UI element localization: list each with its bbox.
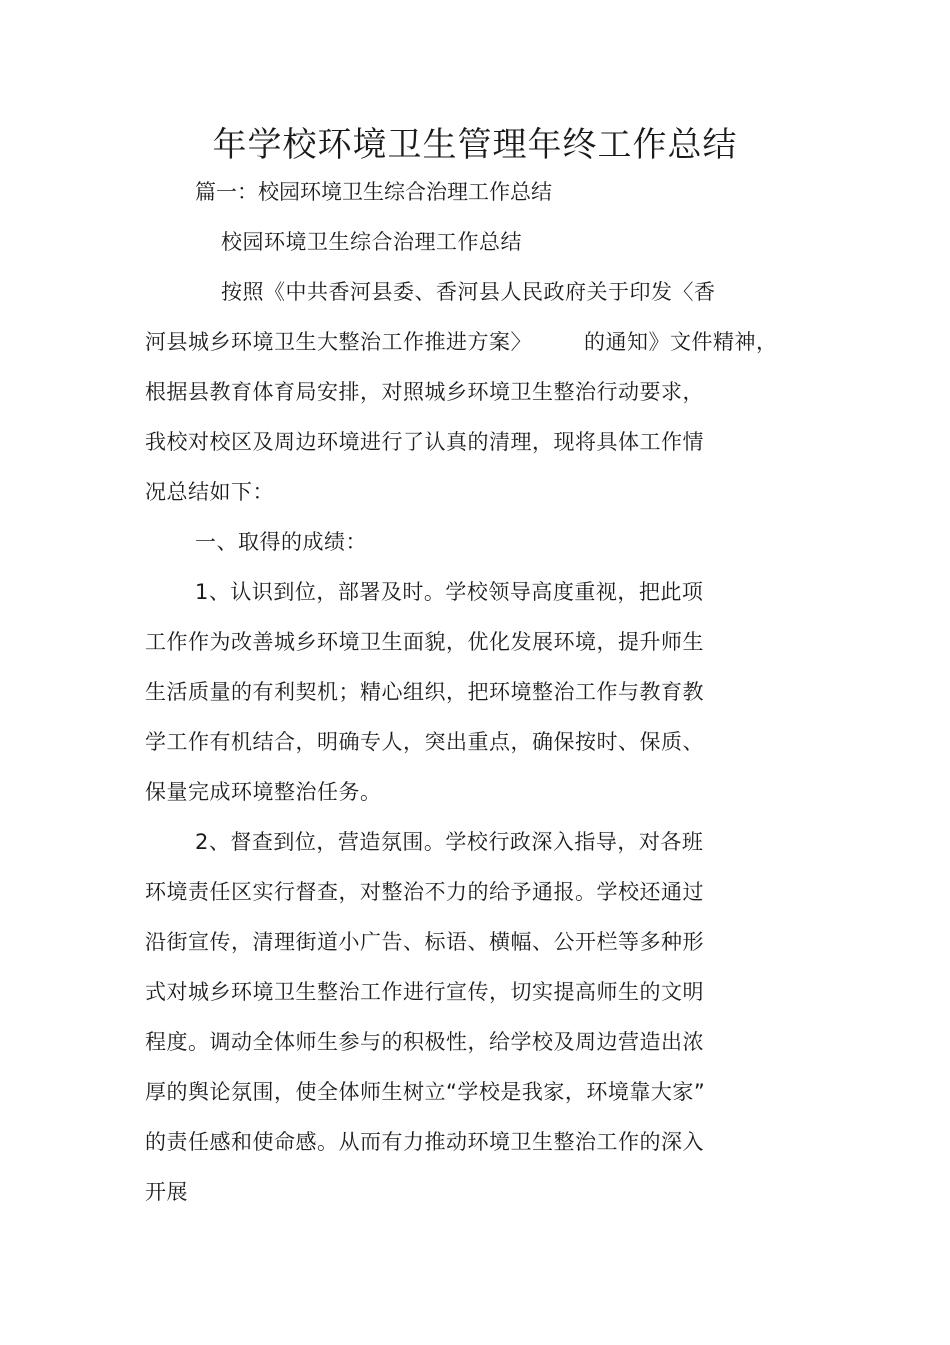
chapter-heading: 篇一：校园环境卫生综合治理工作总结 [195, 180, 552, 204]
paragraph-line: 保量完成环境整治任务。 [145, 780, 382, 804]
paragraph-line: 我校对校区及周边环境进行了认真的清理，现将具体工作情 [145, 430, 704, 454]
paragraph-line: 学工作有机结合，明确专人，突出重点，确保按时、保质、 [145, 730, 704, 754]
paragraph-fragment: 河县城乡环境卫生大整治工作推进方案〉 [145, 330, 532, 354]
paragraph-line: 生活质量的有利契机；精心组织，把环境整治工作与教育教 [145, 680, 704, 704]
document-title: 年学校环境卫生管理年终工作总结 [212, 125, 738, 165]
paragraph-fragment: 的通知》文件精神， [584, 330, 778, 354]
paragraph-line: 开展 [145, 1180, 188, 1204]
paragraph-line: 程度。调动全体师生参与的积极性，给学校及周边营造出浓 [145, 1030, 704, 1054]
paragraph-line: 式对城乡环境卫生整治工作进行宣传，切实提高师生的文明 [145, 980, 704, 1004]
section-heading: 校园环境卫生综合治理工作总结 [221, 230, 522, 254]
paragraph-line: 环境责任区实行督查，对整治不力的给予通报。学校还通过 [145, 880, 704, 904]
paragraph-line: 按照《中共香河县委、香河县人民政府关于印发〈香 [221, 280, 716, 304]
paragraph-line: 况总结如下： [145, 480, 274, 504]
paragraph-line: 工作作为改善城乡环境卫生面貌，优化发展环境，提升师生 [145, 630, 704, 654]
paragraph-line: 的责任感和使命感。从而有力推动环境卫生整治工作的深入 [145, 1130, 704, 1154]
paragraph-line: 2、督查到位，营造氛围。学校行政深入指导，对各班 [195, 830, 704, 854]
paragraph-line: 厚的舆论氛围，使全体师生树立“学校是我家，环境靠大家” [145, 1080, 706, 1104]
paragraph-line: 1、认识到位，部署及时。学校领导高度重视，把此项 [195, 580, 704, 604]
paragraph-line [145, 327, 778, 357]
section-one-heading: 一、取得的成绩： [195, 530, 367, 554]
paragraph-line: 沿街宣传，清理街道小广告、标语、横幅、公开栏等多种形 [145, 930, 704, 954]
paragraph-line: 根据县教育体育局安排，对照城乡环境卫生整治行动要求， [145, 380, 704, 404]
